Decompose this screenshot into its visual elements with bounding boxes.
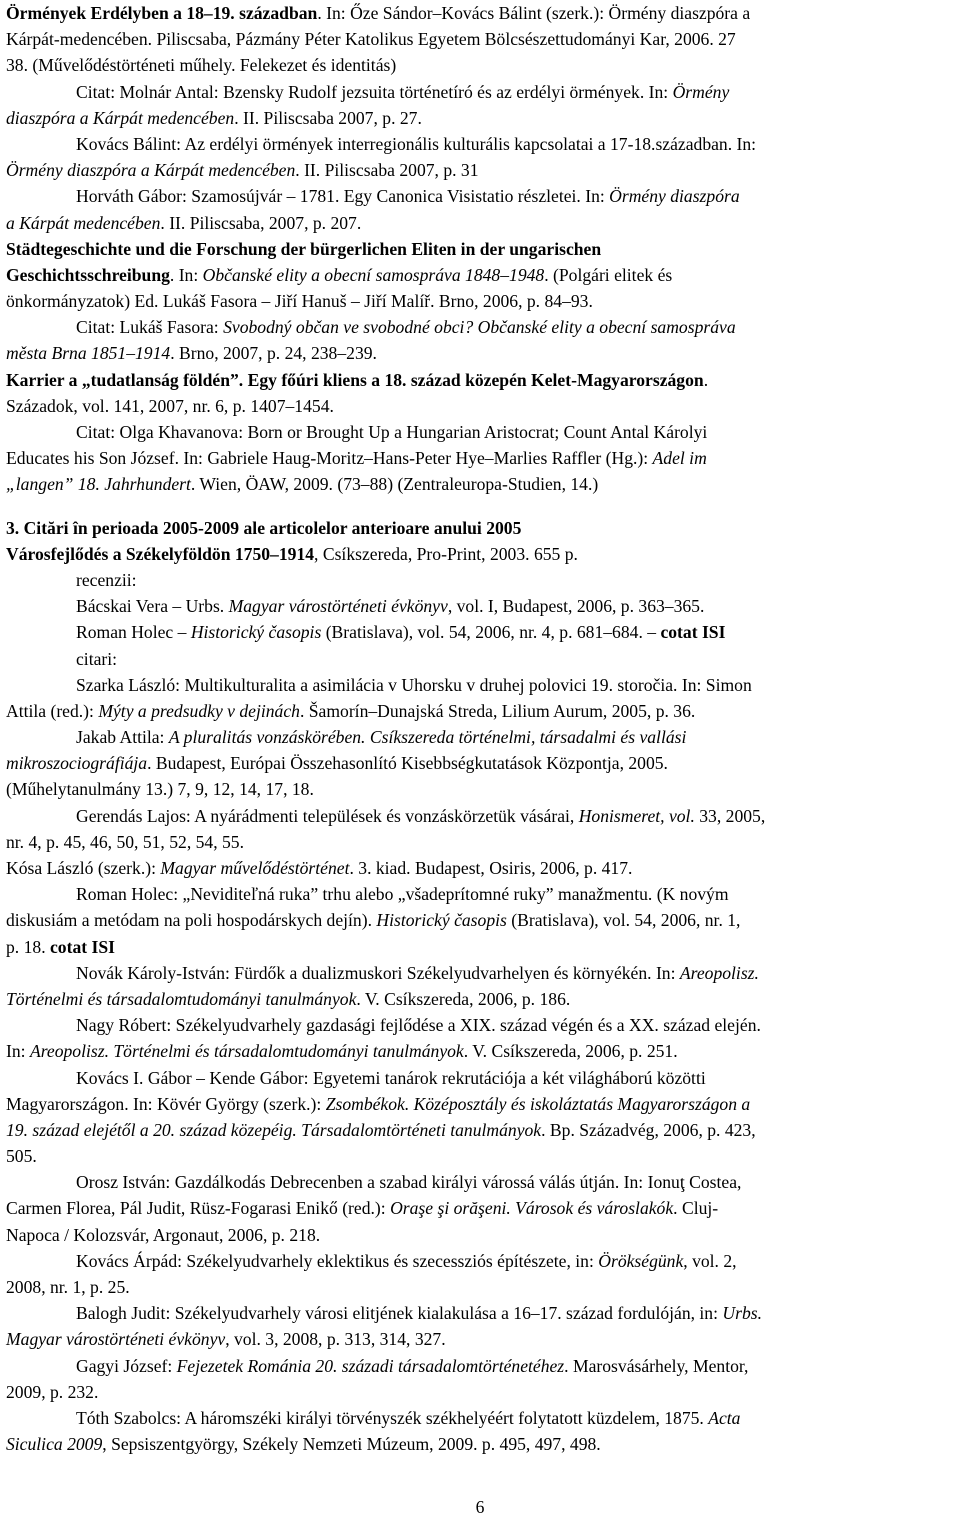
bold-title: Städtegeschichte und die Forschung der bürgerlichen Eliten in der ungarischen (6, 238, 602, 259)
text-line (6, 1222, 955, 1248)
italic-source: Historický časopis (190, 622, 322, 643)
text-run: Gerendás Lajos: A nyárádmenti települések és vonzáskörzetük vásárai, (76, 805, 579, 826)
text-run: . V. Csíkszereda, 2006, p. 186. (356, 988, 571, 1009)
text-run: . II. Piliscsaba, 2007, p. 207. (160, 212, 362, 233)
italic-source: Történelmi és társadalomtudományi tanulmányok (6, 988, 357, 1009)
italic-source: Areopolisz. (679, 962, 759, 983)
italic-source: Svobodný občan ve svobodné obci? Občanské elity a obecní samospráva (223, 317, 736, 338)
text-run: . Brno, 2007, p. 24, 238–239. (170, 343, 377, 364)
italic-source: Oraşe şi orăşeni. Városok és városlakók (390, 1198, 674, 1219)
text-run: Roman Holec: „Neviditeľná ruka” trhu alebo „všadeprítomné ruky” manažmentu. (K novým (76, 884, 729, 905)
text-run: 2009, p. 232. (6, 1381, 99, 1402)
italic-source: a Kárpát medencében (6, 212, 161, 233)
text-line (6, 1117, 955, 1143)
text-line (6, 1248, 955, 1274)
bold-title: cotat ISI (49, 936, 115, 957)
text-run: Századok, vol. 141, 2007, nr. 6, p. 1407–1454. (6, 395, 334, 416)
text-run: , vol. 2, (683, 1250, 737, 1271)
italic-source: Acta (708, 1407, 741, 1428)
italic-source: Občanské elity a obecní samospráva 1848–1948 (202, 264, 545, 285)
text-run: Nagy Róbert: Székelyudvarhely gazdasági fejlődése a XIX. század végén és a XX. század elején. (76, 1015, 761, 1036)
italic-source: Örmény diaszpóra (609, 186, 740, 207)
text-line (6, 1405, 955, 1431)
text-line (6, 314, 955, 340)
text-run: Carmen Florea, Pál Judit, Rüsz-Fogarasi Enikő (red.): (6, 1198, 391, 1219)
text-run: citari: (76, 648, 118, 669)
text-run: Kovács I. Gábor – Kende Gábor: Egyetemi tanárok rekrutációja a két világháború közötti (76, 1067, 706, 1088)
italic-source: Örmény diaszpóra a Kárpát medencében (6, 160, 296, 181)
text-run: p. 18. (6, 936, 50, 957)
text-run: . Bp. Századvég, 2006, p. 423, (541, 1119, 756, 1140)
text-line (6, 567, 955, 593)
italic-source: Historický časopis (376, 910, 507, 931)
text-line (6, 262, 955, 288)
text-line (6, 1195, 955, 1221)
bold-title: Városfejlődés a Székelyföldön 1750–1914 (6, 543, 315, 564)
text-line (6, 445, 955, 471)
text-run: 2008, nr. 1, p. 25. (6, 1277, 130, 1297)
text-run: Citat: Molnár Antal: Bzensky Rudolf jezsuita történetíró és az erdélyi örmények. In: (76, 81, 673, 102)
bold-title: 3. Citări în perioada 2005-2009 ale articolelor anterioare anului 2005 (6, 517, 522, 538)
text-line (6, 1431, 955, 1457)
text-run: önkormányzatok) Ed. Lukáš Fasora – Jiří Hanuš – Jiří Malíř. Brno, 2006, p. 84–93. (6, 291, 593, 312)
text-run: recenzii: (76, 569, 137, 590)
text-line (6, 236, 955, 262)
text-run: Napoca / Kolozsvár, Argonaut, 2006, p. 218. (6, 1224, 321, 1245)
text-run: , Csíkszereda, Pro-Print, 2003. 655 p. (314, 543, 578, 564)
text-line (6, 1091, 955, 1117)
text-run: Horváth Gábor: Szamosújvár – 1781. Egy Canonica Visistatio részletei. In: (76, 186, 610, 207)
italic-source: Magyar művelődéstörténet (160, 858, 350, 878)
italic-source: mikroszociográfiája (6, 753, 148, 774)
text-run: . Šamorín–Dunajská Streda, Lilium Aurum, 2005, p. 36. (299, 700, 696, 721)
text-line (6, 1274, 955, 1300)
bibliography-text (6, 0, 955, 1457)
text-run: diskusiám a metódam na poli hospodárskych dejín). (6, 910, 377, 931)
text-line (6, 471, 955, 497)
text-line (6, 934, 955, 960)
text-line (6, 1353, 955, 1379)
text-run: (Bratislava), vol. 54, 2006, nr. 4, p. 681–684. – (321, 622, 661, 643)
text-line (6, 288, 955, 314)
text-run: (Műhelytanulmány 13.) 7, 9, 12, 14, 17, 18. (6, 779, 314, 800)
bold-title: cotat ISI (660, 622, 726, 643)
text-line (6, 776, 955, 802)
text-run: . II. Piliscsaba 2007, p. 27. (234, 107, 422, 128)
text-run: Jakab Attila: (76, 727, 169, 748)
text-line (6, 960, 955, 986)
italic-source: Adel im (652, 448, 707, 469)
text-line (6, 1300, 955, 1326)
text-run: (Bratislava), vol. 54, 2006, nr. 1, (506, 910, 741, 931)
text-run: Citat: Lukáš Fasora: (76, 317, 224, 338)
text-run: . II. Piliscsaba 2007, p. 31 (295, 160, 479, 181)
text-line (6, 105, 955, 131)
italic-source: Magyar várostörténeti évkönyv (228, 596, 448, 617)
text-line (6, 210, 955, 236)
italic-source: diaszpóra a Kárpát medencében (6, 107, 235, 128)
text-run: Bácskai Vera – Urbs. (76, 596, 229, 617)
bold-title: Örmények Erdélyben a 18–19. században (6, 3, 318, 23)
text-run: Balogh Judit: Székelyudvarhely városi elitjének kialakulása a 16–17. század fordulóján, in: (76, 1303, 723, 1324)
text-line (6, 52, 955, 78)
italic-source: Honismeret, vol. (578, 805, 695, 826)
italic-source: „langen” 18. Jahrhundert (6, 474, 191, 495)
text-line (6, 1326, 955, 1352)
text-line (6, 393, 955, 419)
text-line (6, 1065, 955, 1091)
text-run: Magyarországon. In: Kövér György (szerk.): (6, 1093, 326, 1114)
italic-source: Örökségünk (598, 1250, 684, 1271)
text-run: Kovács Árpád: Székelyudvarhely eklektikus és szecessziós építészete, in: (76, 1250, 599, 1271)
text-line (6, 1379, 955, 1405)
text-line (6, 698, 955, 724)
italic-source: Magyar várostörténeti évkönyv (6, 1329, 226, 1350)
italic-source: Mýty a predsudky v dejinách (98, 700, 300, 721)
text-line (6, 26, 955, 52)
text-line (6, 855, 955, 881)
text-line (6, 750, 955, 776)
text-run: Kárpát-medencében. Piliscsaba, Pázmány Péter Katolikus Egyetem Bölcsészettudományi Kar, 2006. 27 (6, 29, 736, 50)
text-line (6, 183, 955, 209)
text-line (6, 1143, 955, 1169)
text-run: Orosz István: Gazdálkodás Debrecenben a szabad királyi várossá válás útján. In: Ionuţ Costea, (76, 1172, 742, 1193)
text-run: , vol. I, Budapest, 2006, p. 363–365. (447, 596, 705, 617)
text-run: , Sepsiszentgyörgy, Székely Nemzeti Múzeum, 2009. p. 495, 497, 498. (102, 1434, 601, 1455)
text-run: 505. (6, 1146, 37, 1167)
text-line (6, 646, 955, 672)
text-run: . 3. kiad. Budapest, Osiris, 2006, p. 417. (349, 858, 633, 878)
text-run: . In: (169, 264, 203, 285)
text-run: . Budapest, Európai Összehasonlító Kisebbségkutatások Központja, 2005. (147, 753, 668, 774)
text-run: . Marosvásárhely, Mentor, (564, 1355, 749, 1376)
text-run: Roman Holec – (76, 622, 191, 643)
text-line (6, 340, 955, 366)
text-run: . Wien, ÖAW, 2009. (73–88) (Zentraleuropa-Studien, 14.) (190, 474, 599, 495)
text-line (6, 1012, 955, 1038)
text-run: Attila (red.): (6, 700, 99, 721)
text-run: 38. (Művelődéstörténeti műhely. Felekezet és identitás) (6, 55, 397, 76)
text-line (6, 881, 955, 907)
text-run: . (703, 369, 709, 390)
bold-title: Karrier a „tudatlanság földén”. Egy főúri kliens a 18. század közepén Kelet-Magyarországon (6, 369, 704, 390)
text-run: . V. Csíkszereda, 2006, p. 251. (463, 1041, 678, 1062)
italic-source: Örmény (672, 81, 730, 102)
text-line (6, 829, 955, 855)
text-line (6, 79, 955, 105)
text-run: Kovács Bálint: Az erdélyi örmények interregionális kulturális kapcsolatai a 17-18.században. In: (76, 133, 757, 154)
text-line (6, 1169, 955, 1195)
text-line (6, 157, 955, 183)
text-line (6, 593, 955, 619)
bold-title: Geschichtsschreibung (6, 264, 170, 285)
text-line (6, 515, 955, 541)
italic-source: města Brna 1851–1914 (6, 343, 171, 364)
italic-source: Fejezetek Románia 20. századi társadalomtörténetéhez (176, 1355, 565, 1376)
text-run: 33, 2005, (694, 805, 766, 826)
italic-source: A pluralitás vonzáskörében. Csíkszereda történelmi, társadalmi és vallási (168, 727, 687, 748)
text-run: Szarka László: Multikulturalita a asimilácia v Uhorsku v druhej polovici 19. storočia. In: Simon (76, 674, 752, 695)
text-line (6, 724, 955, 750)
text-run: . Cluj- (673, 1198, 719, 1219)
text-run: Citat: Olga Khavanova: Born or Brought Up a Hungarian Aristocrat; Count Antal Károlyi (76, 422, 708, 442)
text-run: Kósa László (szerk.): (6, 858, 161, 878)
italic-source: Siculica 2009 (6, 1434, 103, 1455)
text-run: Gagyi József: (76, 1355, 177, 1376)
text-line (6, 907, 955, 933)
text-line (6, 986, 955, 1012)
text-run: In: (6, 1041, 30, 1062)
text-line (6, 672, 955, 698)
text-run: Novák Károly-István: Fürdők a dualizmuskori Székelyudvarhelyen és környékén. In: (76, 962, 680, 983)
italic-source: 19. század elejétől a 20. század közepéig. Társadalomtörténeti tanulmányok (6, 1119, 542, 1140)
text-line (6, 619, 955, 645)
text-run: . (Polgári elitek és (544, 264, 673, 285)
italic-source: Zsombékok. Középosztály és iskoláztatás Magyarországon a (325, 1093, 751, 1114)
page-number: 6 (475, 1497, 485, 1517)
italic-source: Areopolisz. Történelmi és társadalomtudományi tanulmányok (29, 1041, 464, 1062)
text-line (6, 0, 955, 26)
text-run: Educates his Son József. In: Gabriele Haug-Moritz–Hans-Peter Hye–Marlies Raffler (Hg.): (6, 448, 653, 469)
text-line (6, 541, 955, 567)
text-line (6, 131, 955, 157)
text-line (6, 419, 955, 445)
text-line (6, 1038, 955, 1064)
text-run: . In: Őze Sándor–Kovács Bálint (szerk.): Örmény diaszpóra a (317, 3, 751, 23)
text-run: Tóth Szabolcs: A háromszéki királyi törvényszék székhelyéért folytatott küzdelem, 1875. (76, 1407, 709, 1428)
text-run: nr. 4, p. 45, 46, 50, 51, 52, 54, 55. (6, 831, 245, 852)
text-line (6, 367, 955, 393)
text-run: , vol. 3, 2008, p. 313, 314, 327. (225, 1329, 446, 1350)
text-line (6, 803, 955, 829)
italic-source: Urbs. (722, 1303, 762, 1324)
